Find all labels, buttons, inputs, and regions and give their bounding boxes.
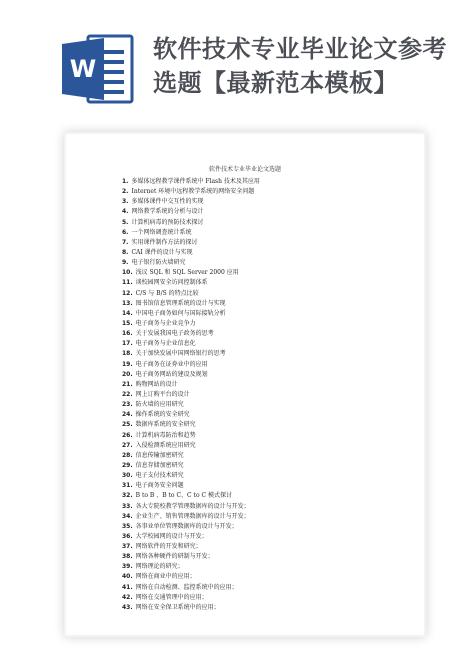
list-item — [122, 441, 402, 451]
list-item — [122, 502, 402, 512]
list-item — [122, 451, 402, 461]
item-text: 大学校园网的设计与开发； — [135, 532, 208, 540]
item-number: 6. — [122, 228, 129, 236]
list-item — [122, 360, 402, 370]
list-item — [122, 542, 402, 552]
item-number: 15. — [122, 319, 133, 327]
header — [0, 0, 474, 112]
item-number: 20. — [122, 370, 133, 378]
document-title: 软件技术专业毕业论文选题 — [208, 166, 281, 173]
item-text: 一个网络调查统计系统 — [131, 228, 192, 236]
item-number: 2. — [122, 188, 129, 196]
item-number: 3. — [122, 198, 129, 206]
item-number: 21. — [122, 380, 133, 388]
item-text: 网络在交通管理中的应用； — [135, 593, 208, 601]
item-text: 电子支付技术研究 — [135, 472, 184, 480]
item-number: 29. — [122, 461, 133, 469]
item-text: 电子银行防火墙研究 — [131, 259, 186, 267]
item-text: 关于发展我国电子政务的思考 — [135, 330, 214, 338]
svg-text:W: W — [69, 55, 97, 83]
list-item — [122, 512, 402, 522]
item-number: 13. — [122, 299, 133, 307]
item-number: 12. — [122, 289, 133, 297]
item-number: 16. — [122, 330, 133, 338]
item-number: 7. — [122, 238, 129, 246]
item-number: 28. — [122, 451, 133, 459]
list-item — [122, 522, 402, 532]
list-item — [122, 218, 402, 228]
item-text: 网络理论的研究； — [135, 563, 184, 571]
item-number: 19. — [122, 360, 133, 368]
item-number: 1. — [122, 178, 129, 185]
list-item — [122, 491, 402, 501]
list-item — [122, 471, 402, 481]
item-text: 信息存储加密研究 — [135, 461, 184, 469]
item-number: 32. — [122, 492, 133, 500]
item-number: 37. — [122, 543, 133, 551]
item-number: 36. — [122, 532, 133, 540]
item-number: 31. — [122, 482, 133, 490]
item-text: CAI 课件的设计与实现 — [131, 248, 193, 256]
item-number: 5. — [122, 218, 129, 226]
document-page — [66, 134, 424, 635]
list-item — [122, 197, 402, 207]
item-number: 27. — [122, 441, 133, 449]
item-number: 9. — [122, 259, 129, 267]
item-text: 实用课件制作方法的探讨 — [131, 238, 198, 246]
item-text: 网络在自动检测、监控系统中的应用； — [135, 583, 238, 591]
item-text: 网络在安全保卫系统中的应用； — [135, 603, 220, 611]
item-number: 38. — [122, 553, 133, 561]
list-item — [122, 339, 402, 349]
item-text: 网络软件的开发和研究； — [135, 543, 202, 551]
list-item — [122, 207, 402, 217]
item-text: 谈校园网安全访问控制体系 — [135, 279, 208, 287]
list-item — [122, 562, 402, 572]
item-text: 网络教学系统的分析与设计 — [131, 208, 204, 216]
list-item — [122, 299, 402, 309]
item-number: 11. — [122, 279, 133, 287]
item-number: 17. — [122, 340, 133, 348]
item-number: 42. — [122, 593, 133, 601]
list-item — [122, 289, 402, 299]
item-text: 防火墙的应用研究 — [135, 401, 184, 409]
item-text: 信息传输加密研究 — [135, 451, 184, 459]
item-text: B to B 、B to C、C to C 模式探讨 — [135, 492, 232, 500]
list-item — [122, 329, 402, 339]
item-text: 数据库系统的安全研究 — [135, 421, 196, 429]
item-number: 26. — [122, 431, 133, 439]
list-item — [122, 319, 402, 329]
item-text: 电子商务与企业竞争力 — [135, 319, 196, 327]
item-number: 41. — [122, 583, 133, 591]
item-text: 图书馆信息管理系统的设计与实现 — [135, 299, 226, 307]
item-number: 18. — [122, 350, 133, 358]
list-item — [122, 593, 402, 603]
item-text: 各事业单位管理数据库的设计与开发； — [135, 522, 238, 530]
list-item — [122, 603, 402, 613]
list-item — [122, 258, 402, 268]
item-number: 35. — [122, 522, 133, 530]
list-item — [122, 431, 402, 441]
list-item — [122, 583, 402, 593]
list-item — [122, 420, 402, 430]
list-item — [122, 349, 402, 359]
list-item — [122, 461, 402, 471]
item-text: 操作系统的安全研究 — [135, 411, 190, 419]
item-number: 8. — [122, 248, 129, 256]
list-item — [122, 228, 402, 238]
item-number: 23. — [122, 401, 133, 409]
item-text: 购物网站的设计 — [135, 380, 178, 388]
item-text: C/S 与 B/S 的特点比较 — [135, 289, 199, 297]
item-number: 34. — [122, 512, 133, 520]
item-number: 14. — [122, 309, 133, 317]
item-text: 电子商务与企业信息化 — [135, 340, 196, 348]
item-number: 22. — [122, 390, 133, 398]
item-number: 30. — [122, 472, 133, 480]
list-item — [122, 309, 402, 319]
item-text: 企业生产、销售管理数据库的设计与开发； — [135, 512, 250, 520]
item-text: Internet 环境中远程教学系统的网络安全问题 — [131, 188, 255, 196]
item-number: 33. — [122, 502, 133, 510]
list-item — [122, 390, 402, 400]
item-number: 40. — [122, 573, 133, 581]
page-title: 软件技术专业毕业论文参考选题【最新范本模板】 — [153, 35, 447, 97]
item-text: 电子商务安全问题 — [135, 482, 184, 490]
list-item — [122, 410, 402, 420]
item-text: 电子商务网站的建设及规划 — [135, 370, 208, 378]
item-text: 关于加快发展中国网络银行的思考 — [135, 350, 226, 358]
item-text: 计算机病毒防治和趋势 — [135, 431, 196, 439]
item-text: 多媒体远程教学课件系统中 Flash 技术及其应用 — [131, 178, 260, 185]
item-text: 入侵检测系统应用研究 — [135, 441, 196, 449]
item-number: 39. — [122, 563, 133, 571]
item-text: 浅议 SQL 和 SQL Server 2000 应用 — [135, 269, 239, 277]
list-item — [122, 268, 402, 278]
list-item — [122, 370, 402, 380]
list-item — [122, 481, 402, 491]
item-number: 25. — [122, 421, 133, 429]
item-text: 网上订购平台的设计 — [135, 390, 190, 398]
list-item — [122, 177, 402, 187]
topic-list — [122, 177, 402, 613]
item-text: 网络在商业中的应用； — [135, 573, 196, 581]
item-number: 4. — [122, 208, 129, 216]
list-item — [122, 278, 402, 288]
list-item — [122, 238, 402, 248]
word-doc-icon — [58, 30, 136, 108]
item-number: 24. — [122, 411, 133, 419]
list-item — [122, 248, 402, 258]
list-item — [122, 380, 402, 390]
item-text: 计算机病毒的预防技术探讨 — [131, 218, 204, 226]
list-item — [122, 400, 402, 410]
list-item — [122, 532, 402, 542]
list-item — [122, 187, 402, 197]
item-text: 多媒体课件中交互性的实现 — [131, 198, 204, 206]
item-number: 10. — [122, 269, 133, 277]
item-number: 43. — [122, 603, 133, 611]
item-text: 中国电子商务如何与国际接轨分析 — [135, 309, 226, 317]
item-text: 网络各种硬件的研制与开发； — [135, 553, 214, 561]
item-text: 电子商务在证券业中的应用 — [135, 360, 208, 368]
list-item — [122, 552, 402, 562]
list-item — [122, 572, 402, 582]
item-text: 各大专院校教学管理数据库的设计与开发； — [135, 502, 250, 510]
